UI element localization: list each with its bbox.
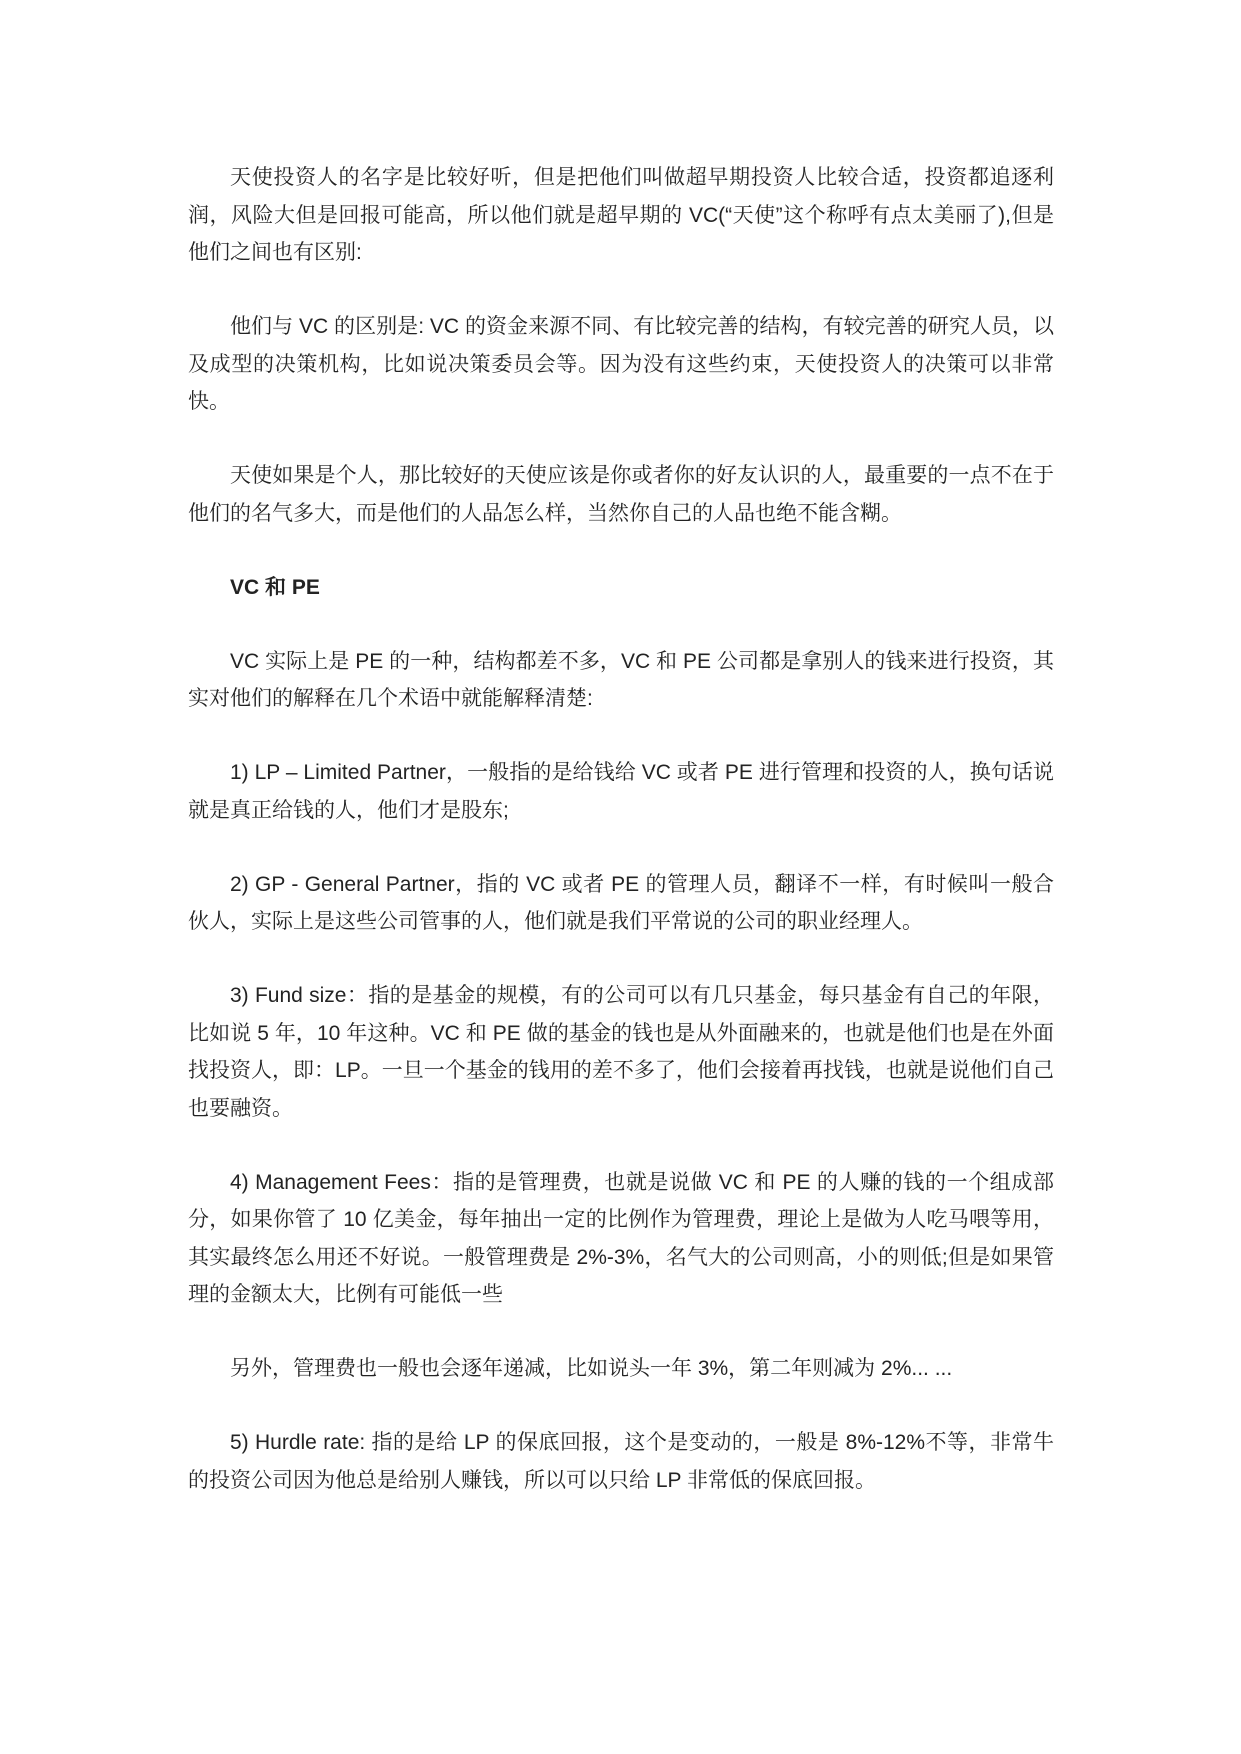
paragraph-term-hurdle-rate: 5) Hurdle rate: 指的是给 LP 的保底回报，这个是变动的，一般是 8%-12%不等，非常牛的投资公司因为他总是给别人赚钱，所以可以只给 LP 非常低的保底回报。 (188, 1431, 1054, 1492)
paragraph-vc-pe-intro: VC 实际上是 PE 的一种，结构都差不多，VC 和 PE 公司都是拿别人的钱来进行投资，其实对他们的解释在几个术语中就能解释清楚: (188, 649, 1054, 710)
paragraph-angel-vs-vc: 他们与 VC 的区别是: VC 的资金来源不同、有比较完善的结构，有较完善的研究人员，以及成型的决策机构，比如说决策委员会等。因为没有这些约束，天使投资人的决策可以非常快。 (188, 315, 1054, 413)
paragraph-term-gp: 2) GP - General Partner，指的 VC 或者 PE 的管理人员，翻译不一样，有时候叫一般合伙人，实际上是这些公司管事的人，他们就是我们平常说的公司的职业经理人。 (188, 872, 1054, 933)
paragraph-term-fund-size: 3) Fund size：指的是基金的规模，有的公司可以有几只基金，每只基金有自己的年限，比如说 5 年，10 年这种。VC 和 PE 做的基金的钱也是从外面融来的，也就是他们也是在外面找投资人，即：LP。一旦一个基金的钱用的差不多了，他们会接着再找钱，也就是说他们自己也要融资。 (188, 984, 1054, 1120)
section-heading-vc-and-pe: VC 和 PE (230, 575, 320, 599)
paragraph-management-fees-note: 另外，管理费也一般也会逐年递减，比如说头一年 3%，第二年则减为 2%... ... (230, 1357, 953, 1380)
paragraph-angel-intro: 天使投资人的名字是比较好听，但是把他们叫做超早期投资人比较合适，投资都追逐利润，风险大但是回报可能高，所以他们就是超早期的 VC(“天使”这个称呼有点太美丽了),但是他们之间也有区别: (188, 166, 1054, 264)
paragraph-term-management-fees: 4) Management Fees：指的是管理费，也就是说做 VC 和 PE 的人赚的钱的一个组成部分，如果你管了 10 亿美金，每年抽出一定的比例作为管理费，理论上是做为人吃马喂等用，其实最终怎么用还不好说。一般管理费是 2%-3%，名气大的公司则高，小的则低;但是如果管理的金额太大，比例有可能低一些 (188, 1170, 1054, 1306)
document-body (188, 159, 1054, 1536)
paragraph-angel-person: 天使如果是个人，那比较好的天使应该是你或者你的好友认识的人，最重要的一点不在于他们的名气多大，而是他们的人品怎么样，当然你自己的人品也绝不能含糊。 (188, 464, 1054, 525)
paragraph-term-lp: 1) LP – Limited Partner，一般指的是给钱给 VC 或者 PE 进行管理和投资的人，换句话说就是真正给钱的人，他们才是股东; (188, 761, 1054, 822)
